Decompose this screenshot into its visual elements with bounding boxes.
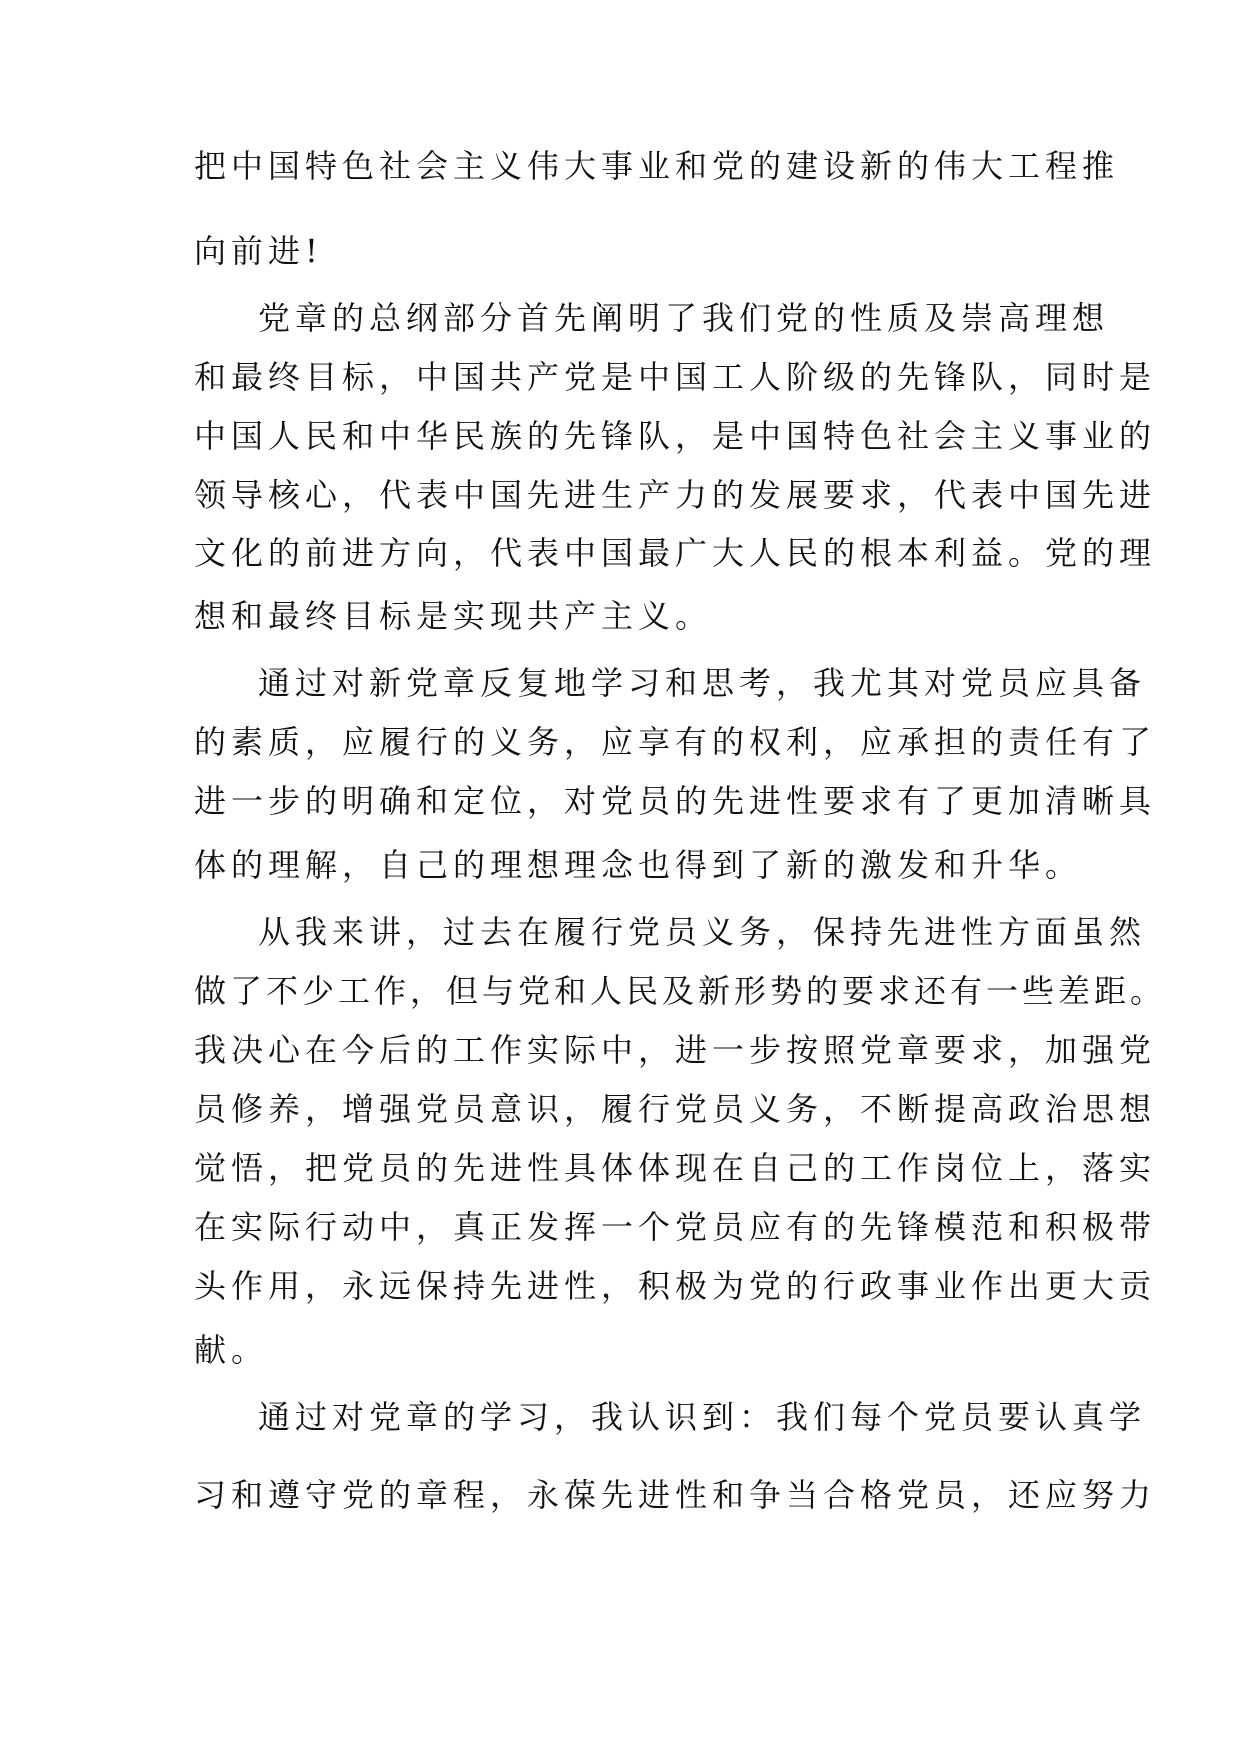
text-line: 中国人民和中华民族的先锋队，是中国特色社会主义事业的 [194,417,1157,455]
text-line: 我决心在今后的工作实际中，进一步按照党章要求，加强党 [194,1031,1157,1069]
text-line: 把中国特色社会主义伟大事业和党的建设新的伟大工程推 [194,147,1120,185]
text-line: 想和最终目标是实现共产主义。 [194,597,713,635]
text-line: 习和遵守党的章程，永葆先进性和争当合格党员，还应努力 [194,1476,1157,1514]
text-line: 头作用，永远保持先进性，积极为党的行政事业作出更大贡 [194,1267,1157,1305]
text-line: 的素质，应履行的义务，应享有的权利，应承担的责任有了 [194,723,1157,761]
paragraph-first-line: 从我来讲，过去在履行党员义务，保持先进性方面虽然 [258,913,1147,951]
text-line: 领导核心，代表中国先进生产力的发展要求，代表中国先进 [194,476,1157,514]
paragraph-first-line: 通过对新党章反复地学习和思考，我尤其对党员应具备 [258,664,1147,702]
text-line: 在实际行动中，真正发挥一个党员应有的先锋模范和积极带 [194,1208,1157,1246]
paragraph-first-line: 通过对党章的学习，我认识到：我们每个党员要认真学 [258,1398,1147,1436]
text-line: 觉悟，把党员的先进性具体体现在自己的工作岗位上，落实 [194,1149,1157,1187]
text-line: 做了不少工作，但与党和人民及新形势的要求还有一些差距。 [194,972,1167,1010]
text-line: 献。 [194,1331,269,1369]
text-line: 员修养，增强党员意识，履行党员义务，不断提高政治思想 [194,1090,1157,1128]
text-line: 进一步的明确和定位，对党员的先进性要求有了更加清晰具 [194,782,1157,820]
paragraph-first-line: 党章的总纲部分首先阐明了我们党的性质及崇高理想 [258,299,1110,337]
text-line: 体的理解，自己的理想理念也得到了新的激发和升华。 [194,846,1083,884]
text-line: 和最终目标，中国共产党是中国工人阶级的先锋队，同时是 [194,358,1157,396]
text-line: 文化的前进方向，代表中国最广大人民的根本利益。党的理 [194,534,1157,572]
text-line: 向前进! [194,232,323,270]
